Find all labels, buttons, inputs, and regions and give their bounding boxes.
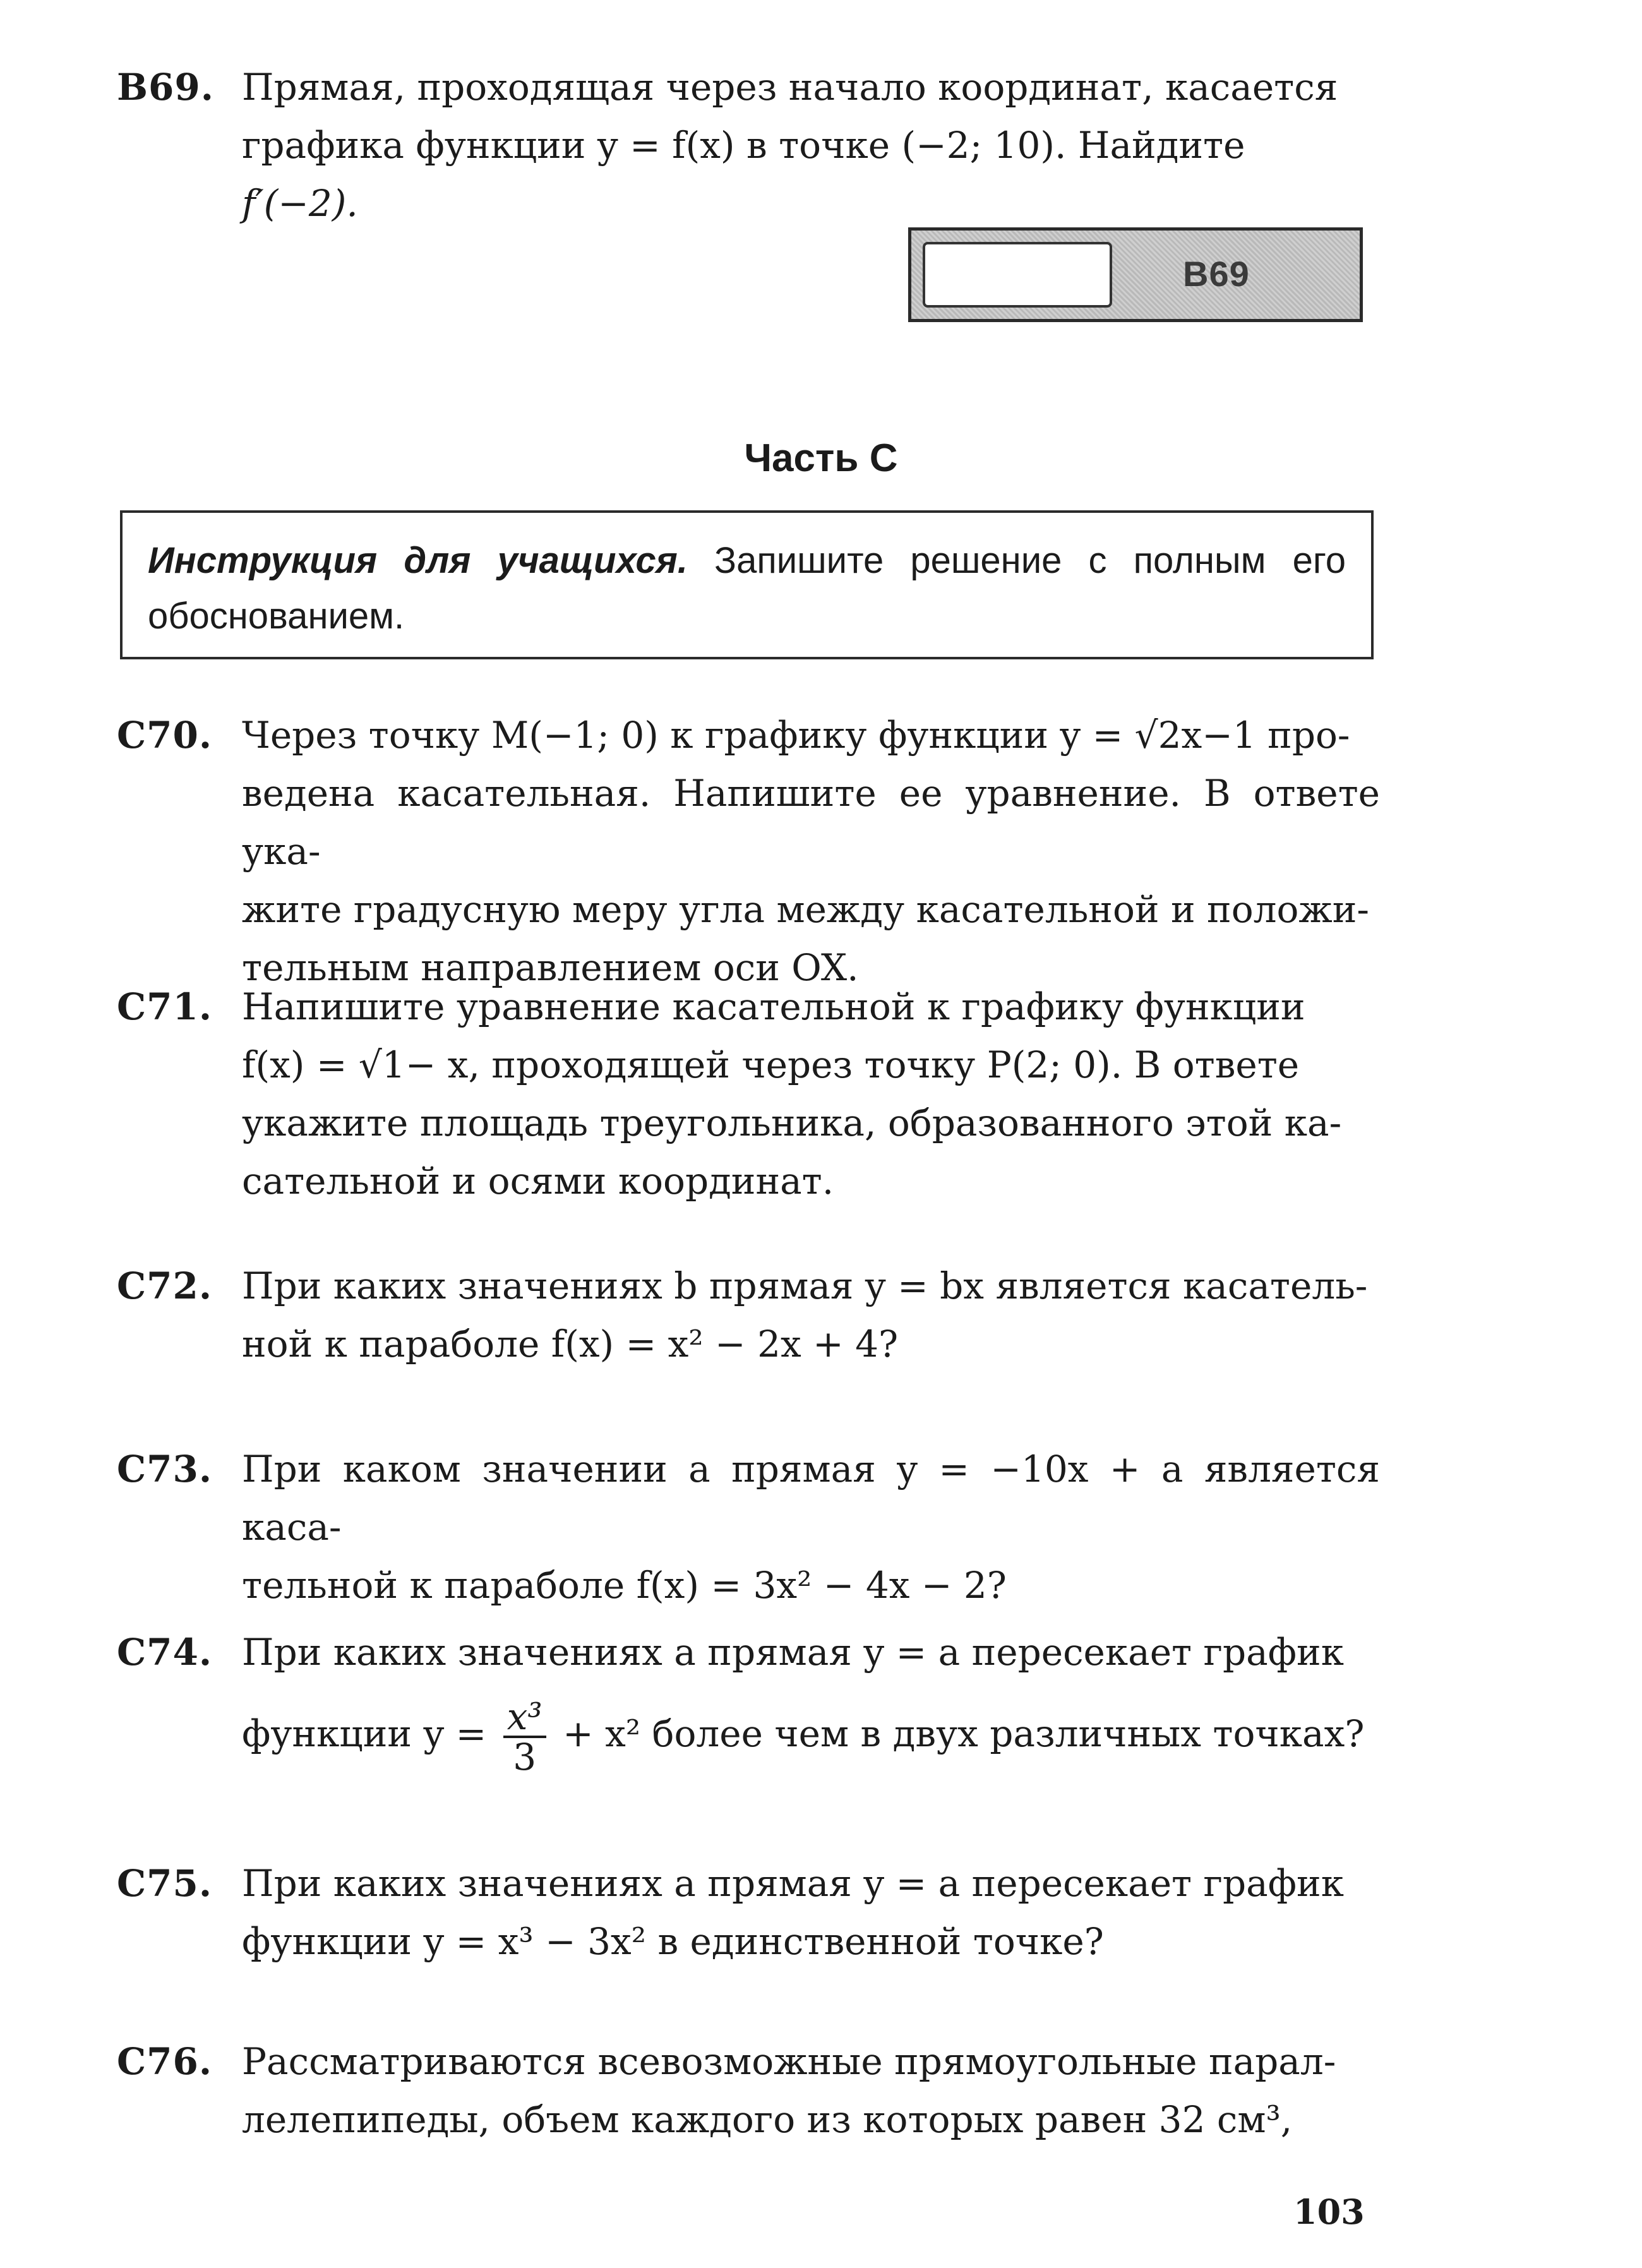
problem-text [242,2032,1380,2149]
text-line: лелепипеды, объем каждого из которых равен 32 см³, [242,2098,1293,2141]
text-line: f(x) = √1− x, проходящей через точку P(2; 0). В ответе [242,1043,1300,1086]
text-line [242,1695,1380,1779]
problem-c74 [117,1623,1380,1779]
text-line: ной к параболе f(x) = x² − 2x + 4? [242,1323,899,1365]
text-line: При каком значении a прямая y = −10x + a является каса- [242,1448,1380,1549]
answer-input[interactable] [923,242,1112,308]
text-line: Через точку M(−1; 0) к графику функции y = √2x−1 про- [242,714,1350,757]
fraction-numerator: x³ [503,1698,546,1738]
text-line: тельным направлением оси OX. [242,946,859,989]
text-line: Напишите уравнение касательной к графику функции [242,985,1305,1028]
problem-number: C75. [117,1862,213,1905]
problem-c76 [117,2032,1380,2149]
problem-text [242,58,1380,232]
problem-b69 [117,58,1380,232]
page-number: 103 [1293,2192,1365,2232]
text-line: сательной и осями координат. [242,1160,834,1203]
problem-text [242,706,1380,997]
text-line: f′(−2). [242,182,358,225]
text-line: При каких значениях a прямая y = a пересекает график [242,1862,1344,1905]
problem-number: B69. [117,66,214,109]
text-fragment: + x² более чем в двух различных точках? [563,1712,1365,1756]
problem-c70 [117,706,1380,997]
problem-c72 [117,1257,1380,1373]
text-line: Рассматриваются всевозможные прямоугольные парал- [242,2040,1336,2083]
text-line: При каких значениях b прямая y = bx является касатель- [242,1264,1368,1307]
problem-c71 [117,978,1380,1210]
text-line: При каких значениях a прямая y = a пересекает график [242,1631,1344,1674]
fraction [503,1695,546,1779]
problem-c73 [117,1440,1380,1614]
problem-c75 [117,1854,1380,1971]
instruction-text: Запишите решение с полным его обоснованием. [148,540,1346,637]
problem-text [242,1440,1380,1614]
text-line: укажите площадь треугольника, образованного этой ка- [242,1101,1342,1144]
instruction-heading: Инструкция для учащихся. [148,540,688,581]
problem-number: C72. [117,1264,213,1307]
problem-number: C70. [117,714,213,757]
problem-number: C73. [117,1448,213,1491]
text-line: тельной к параболе f(x) = 3x² − 4x − 2? [242,1564,1007,1607]
problem-text [242,1623,1380,1779]
answer-label: B69 [1183,254,1250,294]
text-line: функции y = x³ − 3x² в единственной точке? [242,1920,1104,1963]
text-line: Прямая, проходящая через начало координат, касается [242,66,1338,109]
text-fragment: функции y = [242,1712,487,1756]
problem-number: C74. [117,1631,213,1674]
problem-number: C76. [117,2040,213,2083]
problem-text [242,1854,1380,1971]
answer-box-b69 [908,227,1363,322]
fraction-denominator: 3 [513,1736,537,1779]
text-line: ведена касательная. Напишите ее уравнение. В ответе ука- [242,772,1380,873]
instruction-box [120,510,1374,659]
text-line: жите градусную меру угла между касательной и положи- [242,888,1370,931]
text-line: графика функции y = f(x) в точке (−2; 10). Найдите [242,124,1245,167]
problem-text [242,978,1380,1210]
problem-number: C71. [117,985,213,1028]
section-title: Часть С [744,436,898,480]
problem-text [242,1257,1380,1373]
